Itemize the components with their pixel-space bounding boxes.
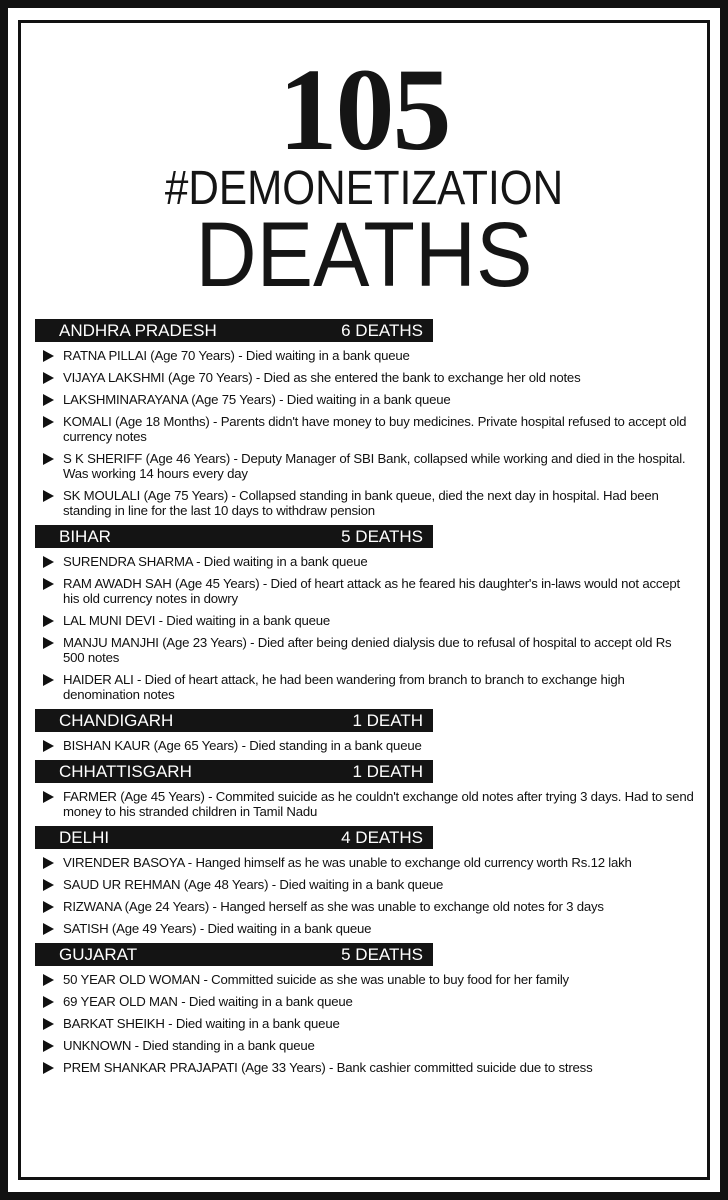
entry-text: LAKSHMINARAYANA (Age 75 Years) - Died waiting in a bank queue (63, 392, 451, 407)
bullet-arrow-icon (43, 453, 54, 465)
bullet-arrow-icon (43, 674, 54, 686)
bullet-arrow-icon (43, 615, 54, 627)
bullet-arrow-icon (43, 1040, 54, 1052)
list-item (35, 392, 695, 407)
list-item (35, 451, 695, 481)
entry-text: S K SHERIFF (Age 46 Years) - Deputy Manager of SBI Bank, collapsed while working and died in the hospital. Was working 14 hours every day (63, 451, 686, 481)
list-item (35, 635, 695, 665)
list-item (35, 488, 695, 518)
state-header (35, 760, 433, 783)
bullet-arrow-icon (43, 637, 54, 649)
state-name: CHANDIGARH (59, 710, 174, 730)
bullet-arrow-icon (43, 791, 54, 803)
entry-text: SAUD UR REHMAN (Age 48 Years) - Died waiting in a bank queue (63, 877, 444, 892)
poster-inner-border (18, 20, 710, 1180)
list-item (35, 899, 695, 914)
list-item (35, 877, 695, 892)
state-name: CHHATTISGARH (59, 761, 192, 781)
entry-text: SK MOULALI (Age 75 Years) - Collapsed standing in bank queue, died the next day in hospital. Had been standing in line for the last 10 days to withdraw pension (63, 488, 659, 518)
list-item (35, 370, 695, 385)
state-header (35, 943, 433, 966)
state-name: ANDHRA PRADESH (59, 320, 217, 340)
state-name: BIHAR (59, 526, 111, 546)
bullet-arrow-icon (43, 578, 54, 590)
state-death-count: 1 DEATH (352, 761, 423, 781)
poster-frame (8, 8, 720, 1192)
hashtag-title: #DEMONETIZATION (164, 162, 564, 215)
list-item (35, 855, 695, 870)
entry-text: BISHAN KAUR (Age 65 Years) - Died standing in a bank queue (63, 738, 422, 753)
list-item (35, 576, 695, 606)
list-item (35, 1038, 695, 1053)
bullet-arrow-icon (43, 556, 54, 568)
bullet-arrow-icon (43, 1018, 54, 1030)
death-count-number: 105 (278, 44, 450, 175)
bullet-arrow-icon (43, 416, 54, 428)
entry-text: SURENDRA SHARMA - Died waiting in a bank queue (63, 554, 368, 569)
entry-text: MANJU MANJHI (Age 23 Years) - Died after being denied dialysis due to refusal of hospital to accept old Rs 500 notes (63, 635, 672, 665)
entry-text: 69 YEAR OLD MAN - Died waiting in a bank queue (63, 994, 353, 1009)
state-death-count: 1 DEATH (352, 710, 423, 730)
list-item (35, 414, 695, 444)
bullet-arrow-icon (43, 740, 54, 752)
state-death-count: 5 DEATHS (341, 526, 423, 546)
state-sections (35, 317, 695, 1082)
list-item (35, 672, 695, 702)
bullet-arrow-icon (43, 974, 54, 986)
state-name: DELHI (59, 827, 110, 847)
entry-text: RIZWANA (Age 24 Years) - Hanged herself as she was unable to exchange old notes for 3 days (63, 899, 604, 914)
entry-text: VIJAYA LAKSHMI (Age 70 Years) - Died as she entered the bank to exchange her old notes (63, 370, 581, 385)
entry-text: RATNA PILLAI (Age 70 Years) - Died waiting in a bank queue (63, 348, 410, 363)
entry-text: KOMALI (Age 18 Months) - Parents didn't have money to buy medicines. Private hospital refused to accept old currency notes (63, 414, 687, 444)
list-item (35, 972, 695, 987)
bullet-arrow-icon (43, 372, 54, 384)
bullet-arrow-icon (43, 901, 54, 913)
entry-text: LAL MUNI DEVI - Died waiting in a bank queue (63, 613, 331, 628)
state-header (35, 319, 433, 342)
bullet-arrow-icon (43, 490, 54, 502)
entry-text: RAM AWADH SAH (Age 45 Years) - Died of heart attack as he feared his daughter's in-laws would not accept his old currency notes in dowry (63, 576, 680, 606)
bullet-arrow-icon (43, 996, 54, 1008)
list-item (35, 554, 695, 569)
state-death-count: 4 DEATHS (341, 827, 423, 847)
bullet-arrow-icon (43, 857, 54, 869)
entry-text: 50 YEAR OLD WOMAN - Committed suicide as she was unable to buy food for her family (63, 972, 569, 987)
list-item (35, 921, 695, 936)
entry-text: BARKAT SHEIKH - Died waiting in a bank queue (63, 1016, 340, 1031)
list-item (35, 1060, 695, 1075)
deaths-title: DEATHS (195, 204, 533, 306)
entry-text: HAIDER ALI - Died of heart attack, he had been wandering from branch to branch to exchange high denomination notes (63, 672, 625, 702)
list-item (35, 613, 695, 628)
state-header (35, 709, 433, 732)
list-item (35, 738, 695, 753)
list-item (35, 348, 695, 363)
state-death-count: 5 DEATHS (341, 944, 423, 964)
list-item (35, 789, 695, 819)
bullet-arrow-icon (43, 1062, 54, 1074)
entry-text: UNKNOWN - Died standing in a bank queue (63, 1038, 315, 1053)
bullet-arrow-icon (43, 923, 54, 935)
entry-text: FARMER (Age 45 Years) - Commited suicide as he couldn't exchange old notes after trying 3 days. Had to send money to his stranded children in Tamil Nadu (63, 789, 694, 819)
state-header (35, 826, 433, 849)
state-name: GUJARAT (59, 944, 138, 964)
entry-text: VIRENDER BASOYA - Hanged himself as he was unable to exchange old currency worth Rs.12 lakh (63, 855, 632, 870)
bullet-arrow-icon (43, 879, 54, 891)
list-item (35, 1016, 695, 1031)
entry-text: SATISH (Age 49 Years) - Died waiting in a bank queue (63, 921, 372, 936)
bullet-arrow-icon (43, 394, 54, 406)
state-death-count: 6 DEATHS (341, 320, 423, 340)
entry-text: PREM SHANKAR PRAJAPATI (Age 33 Years) - Bank cashier committed suicide due to stress (63, 1060, 593, 1075)
state-header (35, 525, 433, 548)
bullet-arrow-icon (43, 350, 54, 362)
list-item (35, 994, 695, 1009)
